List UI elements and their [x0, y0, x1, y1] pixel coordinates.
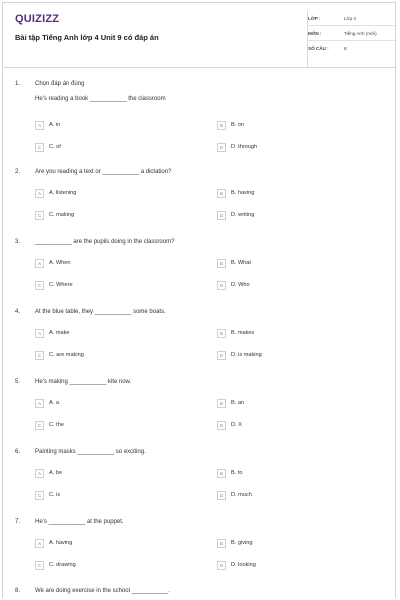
option-letter-box: C — [35, 211, 44, 220]
meta-key: SỐ CÂU : — [308, 46, 329, 51]
option-label: A. be — [49, 470, 63, 476]
option-label: B. having — [231, 190, 255, 196]
option-letter-box: A — [35, 469, 44, 478]
question-text: ___________ are the pupils doing in the classroom? — [35, 239, 175, 245]
option-letter-box: B — [217, 189, 226, 198]
meta-value: 8 — [344, 46, 347, 51]
option-letter-box: A — [35, 189, 44, 198]
option-letter-box: D — [217, 281, 226, 290]
meta-key: MÔN : — [308, 31, 322, 36]
option-letter-box: A — [35, 399, 44, 408]
option-letter-box: D — [217, 351, 226, 360]
option-label: C. the — [49, 422, 64, 428]
option-label: A. make — [49, 330, 70, 336]
question-number: 6. — [15, 449, 21, 455]
option-label: A. When — [49, 260, 71, 266]
question-number: 7. — [15, 519, 21, 525]
option-label: D. Who — [231, 282, 250, 288]
question-text: He's making ___________ kite now. — [35, 379, 132, 385]
option-label: D. writing — [231, 212, 255, 218]
worksheet-page — [2, 2, 396, 598]
option-label: A. in — [49, 122, 61, 128]
option-letter-box: C — [35, 561, 44, 570]
option-label: C. Where — [49, 282, 73, 288]
question-number: 3. — [15, 239, 21, 245]
option-label: D. through — [231, 144, 258, 150]
option-label: B. giving — [231, 540, 253, 546]
meta-row-class — [308, 11, 396, 26]
option-letter-box: B — [217, 121, 226, 130]
option-letter-box: B — [217, 539, 226, 548]
question-number: 8. — [15, 588, 21, 594]
option-label: B. an — [231, 400, 245, 406]
option-letter-box: A — [35, 329, 44, 338]
option-label: B. to — [231, 470, 243, 476]
worksheet-header — [3, 3, 395, 68]
question-text: Are you reading a text or ___________ a dictation? — [35, 169, 172, 175]
option-label: D. is making — [231, 352, 262, 358]
option-letter-box: A — [35, 121, 44, 130]
worksheet-meta — [307, 11, 396, 67]
option-label: D. much — [231, 492, 252, 498]
option-letter-box: C — [35, 143, 44, 152]
option-label: A. having — [49, 540, 73, 546]
worksheet-title: Bài tập Tiếng Anh lớp 4 Unit 9 có đáp án — [15, 33, 159, 42]
meta-row-subject — [308, 26, 396, 41]
option-letter-box: C — [35, 421, 44, 430]
option-letter-box: D — [217, 561, 226, 570]
question-text: At the blue table, they ___________ some boats. — [35, 309, 166, 315]
option-label: A. a — [49, 400, 59, 406]
option-label: C. of — [49, 144, 61, 150]
option-letter-box: D — [217, 491, 226, 500]
option-letter-box: B — [217, 469, 226, 478]
option-letter-box: D — [217, 211, 226, 220]
meta-row-question-count — [308, 41, 396, 56]
option-letter-box: C — [35, 281, 44, 290]
option-letter-box: D — [217, 143, 226, 152]
option-label: C. making — [49, 212, 75, 218]
option-label: C. drawing — [49, 562, 76, 568]
question-number: 2. — [15, 169, 21, 175]
option-letter-box: C — [35, 491, 44, 500]
question-number: 5. — [15, 379, 21, 385]
option-letter-box: B — [217, 399, 226, 408]
question-number: 4. — [15, 309, 21, 315]
question-text: He's ___________ at the puppet. — [35, 519, 124, 525]
meta-value: Lớp 4 — [344, 16, 356, 21]
meta-value: Tiếng Anh (mới) — [344, 31, 377, 36]
option-letter-box: B — [217, 329, 226, 338]
option-letter-box: B — [217, 259, 226, 268]
question-text: Chọn đáp án đúng — [35, 81, 85, 87]
option-label: A. listening — [49, 190, 77, 196]
option-letter-box: D — [217, 421, 226, 430]
option-label: D. X — [231, 422, 242, 428]
question-text: Painting masks ___________ so exciting. — [35, 449, 146, 455]
option-letter-box: A — [35, 259, 44, 268]
option-label: C. are making — [49, 352, 84, 358]
quizizz-logo: QUIZIZZ — [15, 13, 60, 25]
option-label: B. on — [231, 122, 245, 128]
option-letter-box: A — [35, 539, 44, 548]
meta-key: LỚP : — [308, 16, 321, 21]
option-label: B. makes — [231, 330, 255, 336]
option-label: D. looking — [231, 562, 256, 568]
question-text: We are doing exercise in the school ___________. — [35, 588, 170, 594]
option-label: B. What — [231, 260, 251, 266]
question-number: 1. — [15, 81, 21, 87]
option-letter-box: C — [35, 351, 44, 360]
option-label: C. is — [49, 492, 61, 498]
question-sentence: He's reading a book ___________ the classroom — [35, 96, 166, 102]
